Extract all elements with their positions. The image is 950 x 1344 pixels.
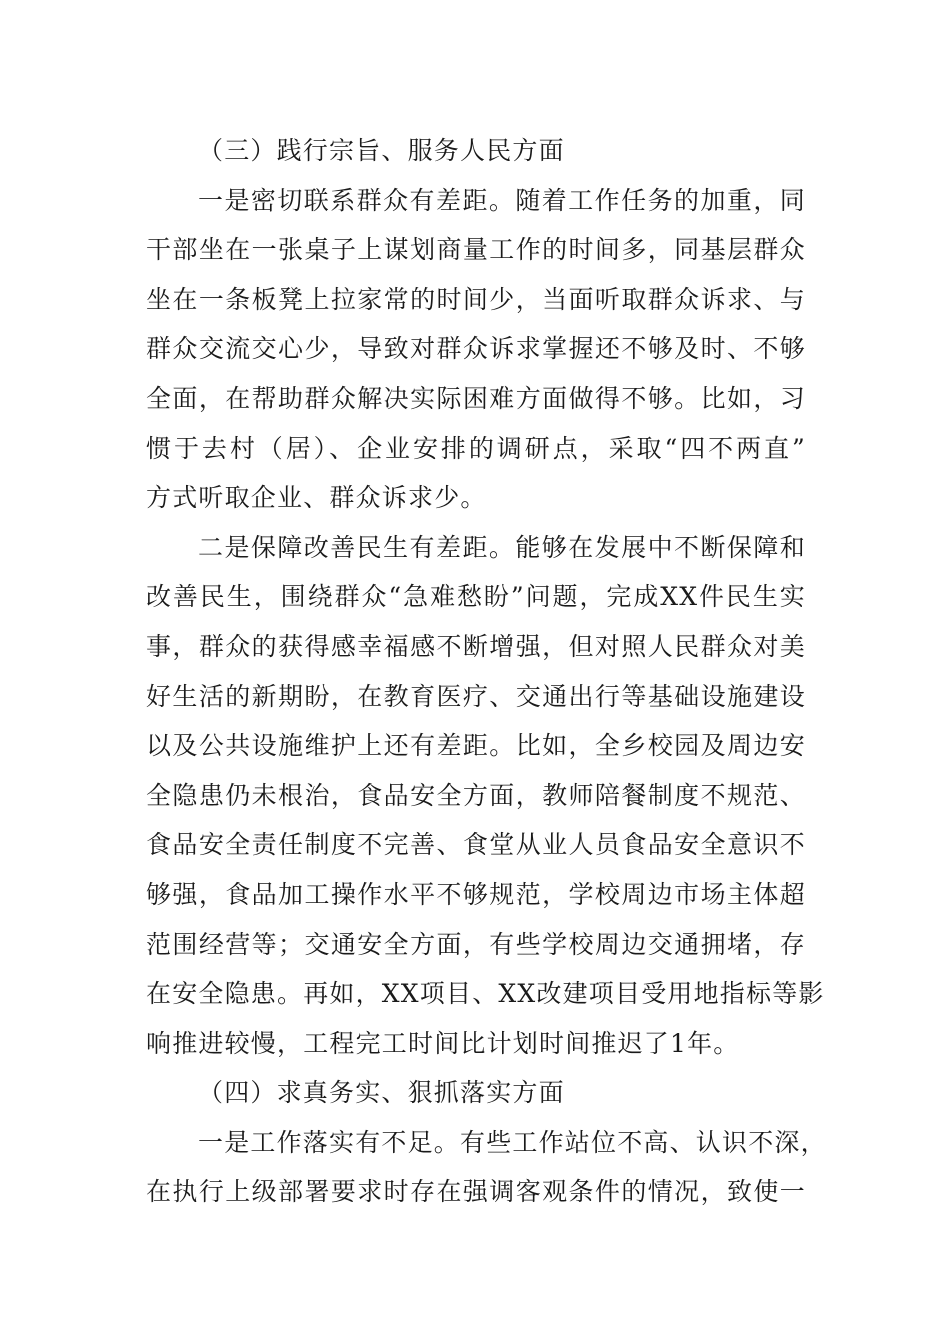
- text-line: 以及公共设施维护上还有差距。比如，全乡校园及周边安: [146, 731, 806, 761]
- section-heading-3: （三）践行宗旨、服务人民方面: [198, 136, 565, 165]
- paragraph-work-implementation: [146, 1118, 827, 1217]
- text-line: 方式听取企业、群众诉求少。: [146, 483, 487, 513]
- text-line: 一是密切联系群众有差距。随着工作任务的加重，同: [198, 185, 806, 215]
- paragraph-contact-with-masses: [146, 176, 806, 523]
- text-line: 一是工作落实有不足。有些工作站位不高、认识不深，: [198, 1127, 827, 1157]
- document-body: [146, 126, 827, 1217]
- text-line: 够强，食品加工操作水平不够规范，学校周边市场主体超: [146, 879, 806, 909]
- text-line: 改善民生，围绕群众“急难愁盼”问题，完成XX件民生实: [146, 582, 806, 612]
- paragraph-livelihood: [146, 523, 825, 1069]
- text-line: 好生活的新期盼，在教育医疗、交通出行等基础设施建设: [146, 681, 806, 711]
- section-heading-4: （四）求真务实、狠抓落实方面: [198, 1078, 565, 1108]
- text-line: 响推进较慢，工程完工时间比计划时间推迟了1年。: [146, 1028, 740, 1058]
- text-line: 范围经营等；交通安全方面，有些学校周边交通拥堵，存: [146, 929, 806, 959]
- text-line: 群众交流交心少，导致对群众诉求掌握还不够及时、不够: [146, 334, 806, 364]
- text-line: 干部坐在一张桌子上谋划商量工作的时间多，同基层群众: [146, 235, 806, 265]
- text-line: 在安全隐患。再如，XX项目、XX改建项目受用地指标等影: [146, 979, 825, 1009]
- text-line: 惯于去村（居）、企业安排的调研点，采取“四不两直”: [146, 433, 806, 463]
- text-line: 在执行上级部署要求时存在强调客观条件的情况，致使一: [146, 1177, 806, 1207]
- text-line: 事，群众的获得感幸福感不断增强，但对照人民群众对美: [146, 631, 806, 661]
- text-line: 食品安全责任制度不完善、食堂从业人员食品安全意识不: [146, 830, 806, 860]
- text-line: 二是保障改善民生有差距。能够在发展中不断保障和: [198, 532, 806, 562]
- text-line: 坐在一条板凳上拉家常的时间少，当面听取群众诉求、与: [146, 284, 806, 314]
- text-line: 全隐患仍未根治，食品安全方面，教师陪餐制度不规范、: [146, 780, 806, 810]
- text-line: 全面，在帮助群众解决实际困难方面做得不够。比如，习: [146, 383, 806, 413]
